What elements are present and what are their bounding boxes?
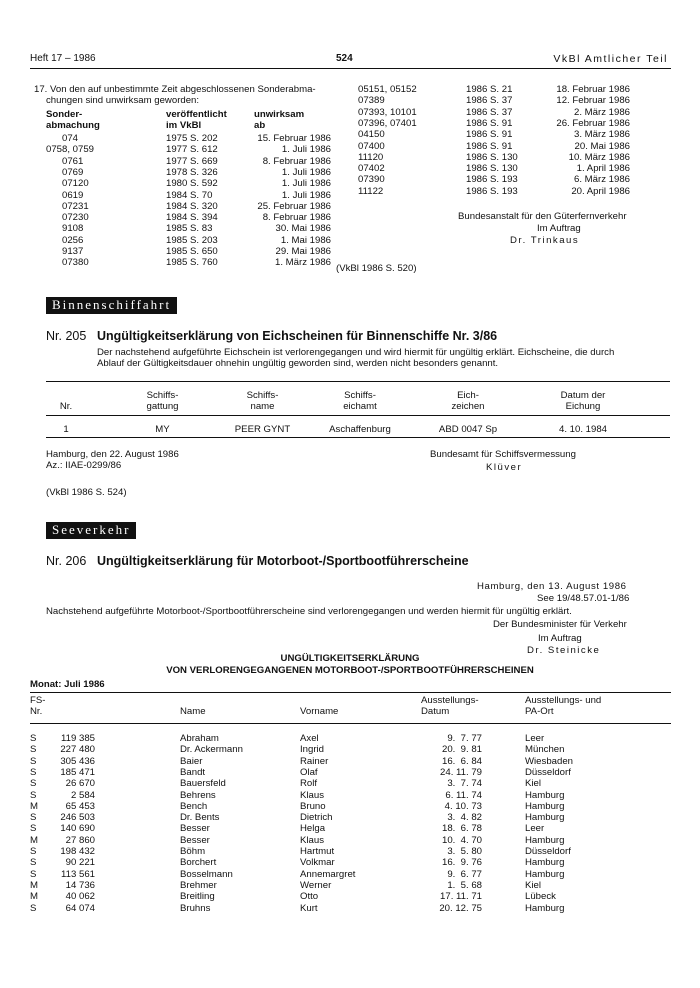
ort-cell: Hamburg	[525, 868, 565, 880]
section2-title: Ungültigkeitserklärung für Motorboot-/Sportbootführerscheine	[97, 554, 469, 568]
ort-cell: Hamburg	[525, 789, 565, 801]
fs-number-cell: 27 860	[65, 834, 95, 846]
table2-head-rule	[30, 723, 671, 724]
unwirksam-cell: 20. Mai 1986	[574, 140, 630, 152]
fs-number-cell: 26 670	[65, 778, 95, 790]
table1-cell: ABD 0047 Sp	[438, 424, 498, 435]
unwirksam-cell: 3. März 1986	[574, 129, 630, 141]
fs-number-cell: 227 480	[60, 744, 95, 756]
vorname-cell: Annemargret	[300, 868, 356, 880]
unwirksam-cell: 6. März 1986	[574, 174, 630, 186]
unwirksam-cell: 1. Mai 1986	[280, 234, 331, 246]
vorname-cell: Rolf	[300, 778, 318, 790]
veroeffentlicht-cell: 1985 S. 650	[166, 246, 218, 257]
fs-type-cell: S	[30, 733, 37, 744]
table1-header-cell: gattung	[146, 401, 179, 412]
col-header-veroeff-1: veröffentlicht	[166, 109, 227, 120]
table1-header-cell: Schiffs-	[246, 390, 279, 401]
table1-header-cell: Datum der	[560, 390, 606, 401]
fs-type-cell: M	[30, 800, 38, 812]
unwirksam-cell: 26. Februar 1986	[556, 117, 630, 129]
datum-cell: 3. 7. 74	[447, 778, 482, 790]
unwirksam-cell: 2. März 1986	[574, 106, 630, 118]
vorname-cell: Klaus	[300, 789, 324, 801]
unwirksam-cell: 1. April 1986	[576, 163, 630, 175]
datum-cell: 3. 5. 80	[447, 846, 482, 857]
fs-number-cell: 305 436	[60, 755, 95, 767]
unwirksam-cell: 20. April 1986	[571, 185, 630, 197]
veroeffentlicht-cell: 1985 S. 83	[166, 223, 213, 235]
fs-type-cell: S	[30, 846, 37, 857]
fs-type-cell: S	[30, 902, 37, 914]
name-cell: Abraham	[180, 733, 219, 744]
name-cell: Baier	[180, 755, 203, 767]
fs-number-cell: 14 736	[65, 879, 95, 891]
fs-number-cell: 140 690	[60, 823, 95, 835]
datum-cell: 4. 10. 73	[444, 800, 482, 812]
ort-cell: Düsseldorf	[525, 846, 571, 857]
veroeffentlicht-cell: 1977 S. 612	[166, 144, 218, 156]
col-header-unwirksam-2: ab	[254, 120, 266, 131]
sonderabmachung-cell: 07380	[62, 257, 89, 269]
table1-cell: MY	[155, 424, 170, 435]
sonderabmachung-cell: 0761	[62, 155, 84, 167]
sonderabmachung-cell: 07120	[62, 178, 89, 190]
ort-cell: München	[525, 744, 565, 756]
col-name: Name	[180, 706, 206, 717]
fs-type-cell: S	[30, 755, 37, 767]
section2-nr: Nr. 206	[46, 554, 87, 568]
veroeffentlicht-cell: 1977 S. 669	[166, 155, 218, 167]
ort-cell: Wiesbaden	[525, 755, 573, 767]
section2-signer-3: Dr. Steinicke	[527, 645, 601, 656]
name-cell: Bosselmann	[180, 868, 233, 880]
section1-signer-2: Klüver	[486, 462, 523, 473]
col-vorname: Vorname	[300, 706, 339, 717]
col-ort-1: Ausstellungs- und	[525, 695, 602, 706]
sonderabmachung-cell: 0758, 0759	[46, 144, 95, 156]
table1-top-rule	[46, 381, 670, 382]
vorname-cell: Helga	[300, 823, 326, 835]
section1-text-1: Der nachstehend aufgeführte Eichschein ist verlorengegangen und wird hiermit für ungültig erklärt. Eichscheine, die durch	[97, 347, 615, 358]
table1-header-cell: eichamt	[343, 401, 377, 412]
fs-number-cell: 90 221	[65, 857, 95, 869]
header-right: VkBl Amtlicher Teil	[553, 53, 668, 65]
section2-signer-1: Der Bundesminister für Verkehr	[493, 619, 627, 630]
header-rule	[30, 68, 671, 69]
name-cell: Borchert	[180, 857, 217, 869]
vorname-cell: Volkmar	[300, 857, 335, 869]
ort-cell: Hamburg	[525, 800, 565, 812]
sonderabmachung-cell: 074	[62, 133, 79, 144]
fs-number-cell: 185 471	[60, 766, 95, 778]
name-cell: Bench	[180, 800, 208, 812]
section1-nr: Nr. 205	[46, 329, 87, 343]
sonderabmachung-cell: 11122	[358, 185, 384, 197]
item17-intro-2: chungen sind unwirksam geworden:	[46, 95, 200, 106]
ort-cell: Kiel	[525, 778, 541, 790]
datum-cell: 10. 4. 70	[441, 834, 482, 846]
unwirksam-cell: 25. Februar 1986	[257, 200, 331, 212]
ort-cell: Hamburg	[525, 902, 565, 914]
unwirksam-cell: 1. Juli 1986	[281, 144, 331, 156]
name-cell: Breitling	[180, 891, 215, 903]
veroeffentlicht-cell: 1986 S. 193	[466, 174, 518, 186]
vorname-cell: Hartmut	[300, 846, 335, 857]
fs-type-cell: S	[30, 789, 37, 801]
fs-number-cell: 113 561	[61, 868, 95, 880]
vorname-cell: Ingrid	[300, 744, 324, 756]
name-cell: Dr. Ackermann	[180, 744, 243, 756]
sonderabmachung-cell: 07393, 10101	[358, 106, 417, 118]
table1-header-cell: zeichen	[451, 401, 485, 412]
item17-signer-2: Im Auftrag	[537, 223, 581, 234]
unwirksam-cell: 1. Juli 1986	[281, 189, 331, 201]
veroeffentlicht-cell: 1986 S. 130	[466, 163, 518, 175]
page-number: 524	[336, 53, 353, 64]
ort-cell: Hamburg	[525, 812, 565, 824]
veroeffentlicht-cell: 1984 S. 394	[166, 212, 218, 224]
table1-mid-rule	[46, 415, 670, 416]
fs-type-cell: M	[30, 891, 38, 903]
unwirksam-cell: 1. März 1986	[275, 257, 331, 269]
sonderabmachung-cell: 07389	[358, 95, 385, 107]
sonderabmachung-cell: 07402	[358, 163, 385, 175]
datum-cell: 24. 11. 79	[440, 766, 482, 778]
sonderabmachung-cell: 07396, 07401	[358, 117, 417, 129]
col-header-veroeff-2: im VkBl	[166, 120, 202, 131]
datum-cell: 16. 9. 76	[441, 857, 482, 869]
col-header-unwirksam-1: unwirksam	[254, 109, 305, 120]
unwirksam-cell: 1. Juli 1986	[281, 166, 331, 178]
sonderabmachung-cell: 05151, 05152	[358, 84, 417, 95]
fs-number-cell: 119 385	[61, 733, 95, 744]
veroeffentlicht-cell: 1984 S. 70	[166, 189, 213, 201]
vorname-cell: Rainer	[300, 755, 329, 767]
fs-type-cell: S	[30, 857, 37, 869]
sonderabmachung-cell: 0769	[62, 166, 84, 178]
section2-see: See 19/48.57.01-1/86	[537, 593, 630, 604]
veroeffentlicht-cell: 1986 S. 130	[466, 151, 518, 163]
section1-text-2: Ablauf der Gültigkeitsdauer ohnehin ungültig geworden sind, werden nicht besonders genannt.	[97, 358, 499, 369]
datum-cell: 1. 5. 68	[447, 879, 482, 891]
datum-cell: 3. 4. 82	[447, 812, 482, 824]
sonderabmachung-cell: 07390	[358, 174, 385, 186]
vorname-cell: Kurt	[300, 902, 318, 914]
ort-cell: Kiel	[525, 879, 541, 891]
section-bar-seeverkehr: Seeverkehr	[46, 522, 136, 539]
veroeffentlicht-cell: 1980 S. 592	[166, 178, 218, 190]
col-ort-2: PA-Ort	[525, 706, 554, 717]
item17-signer-1: Bundesanstalt für den Güterfernverkehr	[458, 211, 627, 222]
fs-type-cell: S	[30, 868, 37, 880]
ort-cell: Hamburg	[525, 857, 565, 869]
unwirksam-cell: 1. Juli 1986	[281, 178, 331, 190]
section2-text: Nachstehend aufgeführte Motorboot-/Sportbootführerscheine sind verlorengegangen und werden hiermit für ungültig erklärt.	[46, 606, 572, 617]
vorname-cell: Bruno	[300, 800, 326, 812]
name-cell: Böhm	[180, 846, 206, 857]
name-cell: Bauersfeld	[180, 778, 226, 790]
fs-number-cell: 64 074	[65, 902, 95, 914]
fs-type-cell: S	[30, 823, 37, 835]
fs-type-cell: S	[30, 744, 37, 756]
unwirksam-cell: 30. Mai 1986	[275, 223, 331, 235]
table1-cell: 4. 10. 1984	[558, 424, 607, 435]
ort-cell: Leer	[525, 733, 545, 744]
section1-title: Ungültigkeitserklärung von Eichscheinen für Binnenschiffe Nr. 3/86	[97, 329, 498, 343]
section1-ref: (VkBl 1986 S. 524)	[46, 487, 127, 498]
table2-top-rule	[30, 692, 671, 693]
name-cell: Dr. Bents	[180, 812, 220, 824]
veroeffentlicht-cell: 1985 S. 203	[166, 234, 218, 246]
col-fs-2: Nr.	[30, 706, 43, 717]
item17-ref: (VkBl 1986 S. 520)	[336, 263, 417, 274]
ort-cell: Düsseldorf	[525, 766, 571, 778]
veroeffentlicht-cell: 1978 S. 326	[166, 166, 218, 178]
fs-type-cell: S	[30, 766, 37, 778]
datum-cell: 20. 9. 81	[441, 744, 482, 756]
vorname-cell: Otto	[300, 891, 319, 903]
veroeffentlicht-cell: 1984 S. 320	[166, 200, 218, 212]
veroeffentlicht-cell: 1975 S. 202	[166, 133, 218, 144]
table1-cell: PEER GYNT	[234, 424, 291, 435]
unwirksam-cell: 12. Februar 1986	[556, 95, 630, 107]
unwirksam-cell: 15. Februar 1986	[257, 133, 331, 144]
fs-number-cell: 40 062	[65, 891, 95, 903]
unwirksam-cell: 29. Mai 1986	[275, 246, 331, 257]
vorname-cell: Werner	[300, 879, 332, 891]
section2-heading-1: UNGÜLTIGKEITSERKLÄRUNG	[280, 653, 420, 664]
veroeffentlicht-cell: 1985 S. 760	[166, 257, 218, 269]
datum-cell: 6. 11. 74	[445, 789, 482, 801]
datum-cell: 20. 12. 75	[439, 902, 482, 914]
unwirksam-cell: 10. März 1986	[568, 151, 630, 163]
vorname-cell: Axel	[300, 733, 319, 744]
veroeffentlicht-cell: 1986 S. 91	[466, 129, 513, 141]
name-cell: Besser	[180, 823, 210, 835]
sonderabmachung-cell: 07230	[62, 212, 89, 224]
sonderabmachung-cell: 0619	[62, 189, 84, 201]
datum-cell: 16. 6. 84	[441, 755, 482, 767]
section1-place: Hamburg, den 22. August 1986	[46, 449, 179, 460]
unwirksam-cell: 18. Februar 1986	[556, 84, 630, 95]
sonderabmachung-cell: 9137	[62, 246, 84, 257]
name-cell: Besser	[180, 834, 210, 846]
fs-number-cell: 246 503	[60, 812, 95, 824]
section2-signer-2: Im Auftrag	[538, 633, 582, 644]
table1-header-cell: Eichung	[565, 401, 601, 412]
vorname-cell: Olaf	[300, 766, 318, 778]
col-fs-1: FS-	[30, 695, 46, 706]
col-datum-1: Ausstellungs-	[421, 695, 479, 706]
section-bar-binnenschiffahrt: Binnenschiffahrt	[46, 297, 177, 314]
table1-header-cell: Nr.	[59, 401, 73, 412]
veroeffentlicht-cell: 1986 S. 193	[466, 185, 518, 197]
veroeffentlicht-cell: 1986 S. 37	[466, 106, 513, 118]
datum-cell: 18. 6. 78	[441, 823, 482, 835]
section1-az: Az.: IIAE-0299/86	[46, 460, 122, 471]
name-cell: Behrens	[180, 789, 216, 801]
sonderabmachung-cell: 07231	[62, 200, 89, 212]
vorname-cell: Klaus	[300, 834, 324, 846]
fs-number-cell: 198 432	[60, 846, 95, 857]
fs-type-cell: S	[30, 812, 37, 824]
sonderabmachung-cell: 9108	[62, 223, 84, 235]
ort-cell: Hamburg	[525, 834, 565, 846]
col-datum-2: Datum	[421, 706, 450, 717]
header-left: Heft 17 – 1986	[30, 53, 96, 64]
name-cell: Bandt	[180, 766, 206, 778]
fs-type-cell: M	[30, 834, 38, 846]
item17-signer-3: Dr. Trinkaus	[510, 235, 580, 246]
vorname-cell: Dietrich	[300, 812, 333, 824]
table1-header-cell: Schiffs-	[344, 390, 376, 401]
fs-number-cell: 2 584	[70, 789, 95, 801]
section2-month: Monat: Juli 1986	[30, 679, 105, 690]
name-cell: Brehmer	[180, 879, 217, 891]
table1-header-cell: Schiffs-	[146, 390, 179, 401]
item17-intro-1: 17. Von den auf unbestimmte Zeit abgeschlossenen Sonderabma-	[34, 84, 316, 95]
col-header-sonder-1: Sonder-	[46, 109, 83, 120]
sonderabmachung-cell: 04150	[358, 129, 385, 141]
section1-signer-1: Bundesamt für Schiffsvermessung	[430, 449, 576, 460]
veroeffentlicht-cell: 1986 S. 91	[466, 140, 513, 152]
fs-type-cell: S	[30, 778, 37, 790]
datum-cell: 17. 11. 71	[440, 891, 482, 903]
name-cell: Bruhns	[180, 902, 211, 914]
veroeffentlicht-cell: 1986 S. 37	[466, 95, 513, 107]
table1-header-cell: name	[250, 401, 275, 412]
table1-cell: Aschaffenburg	[329, 424, 391, 435]
fs-number-cell: 65 453	[65, 800, 95, 812]
table1-cell: 1	[63, 424, 69, 435]
unwirksam-cell: 8. Februar 1986	[262, 155, 331, 167]
veroeffentlicht-cell: 1986 S. 91	[466, 117, 513, 129]
table1-bottom-rule	[46, 437, 670, 438]
datum-cell: 9. 6. 77	[447, 868, 482, 880]
veroeffentlicht-cell: 1986 S. 21	[466, 84, 513, 95]
ort-cell: Leer	[525, 823, 545, 835]
ort-cell: Lübeck	[525, 891, 556, 903]
table1-header-cell: Eich-	[457, 390, 479, 401]
sonderabmachung-cell: 11120	[358, 151, 384, 163]
col-header-sonder-2: abmachung	[46, 120, 100, 131]
unwirksam-cell: 8. Februar 1986	[262, 212, 331, 224]
datum-cell: 9. 7. 77	[447, 733, 482, 744]
section2-place: Hamburg, den 13. August 1986	[477, 581, 627, 592]
sonderabmachung-cell: 0256	[62, 234, 84, 246]
fs-type-cell: M	[30, 879, 38, 891]
sonderabmachung-cell: 07400	[358, 140, 385, 152]
section2-heading-2: VON VERLORENGEGANGENEN MOTORBOOT-/SPORTBOOTFÜHRERSCHEINEN	[166, 665, 534, 676]
